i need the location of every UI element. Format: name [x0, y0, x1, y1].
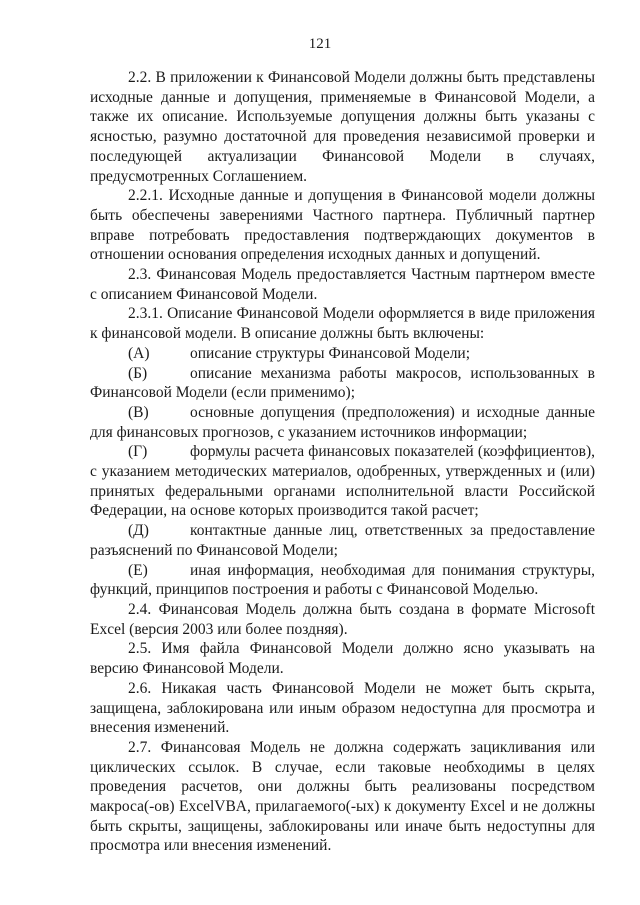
list-item-text: контактные данные лиц, ответственных за предоставление разъяснений по Финансовой Модели;	[90, 522, 595, 559]
paragraph-2-7: 2.7. Финансовая Модель не должна содержать зацикливания или циклических ссылок. В случае, если таковые необходимы в целях проведения расчетов, они должны быть реализованы посредством макроса(-ов) ExcelVBA, прилагаемого(-ых) к документу Excel и не должны быть скрыты, защищены, заблокированы или иначе быть недоступны для просмотра или внесения изменений.	[90, 738, 595, 855]
list-item-a	[90, 344, 595, 364]
paragraph-2-6: 2.6. Никакая часть Финансовой Модели не может быть скрыта, защищена, заблокирована или иным образом недоступна для просмотра и внесения изменений.	[90, 679, 595, 737]
paragraph-2-2-1: 2.2.1. Исходные данные и допущения в Финансовой модели должны быть обеспечены заверениями Частного партнера. Публичный партнер вправе потребовать предоставления подтверждающих документов в отношении основания определения исходных данных и допущений.	[90, 187, 595, 264]
list-marker: (Е)	[128, 561, 148, 579]
list-marker: (В)	[128, 403, 149, 421]
list-item-text: формулы расчета финансовых показателей (коэффициентов), с указанием методических материалов, одобренных, утвержденных и (или) принятых федеральными органами исполнительной власти Российской Федерации, на основе которых производится такой расчет;	[90, 443, 595, 520]
list-item-g	[90, 442, 595, 521]
list-marker: (Б)	[128, 364, 148, 382]
list-item-v	[90, 403, 595, 442]
list-item-text: описание механизма работы макросов, использованных в Финансовой Модели (если применимо);	[90, 364, 595, 402]
document-body	[90, 68, 595, 856]
list-marker: (А)	[128, 344, 150, 362]
paragraph-2-3-1: 2.3.1. Описание Финансовой Модели оформляется в виде приложения к финансовой модели. В описание должны быть включены:	[90, 305, 595, 343]
list-marker: (Г)	[128, 443, 148, 461]
list-item-b	[90, 364, 595, 403]
list-marker: (Д)	[128, 522, 149, 540]
page-number: 121	[308, 36, 332, 52]
list-item-text: иная информация, необходимая для понимания структуры, функций, принципов построения и работы с Финансовой Моделью.	[90, 561, 595, 599]
paragraph-2-4: 2.4. Финансовая Модель должна быть создана в формате Microsoft Excel (версия 2003 или более поздняя).	[90, 600, 595, 638]
paragraph-2-3: 2.3. Финансовая Модель предоставляется Частным партнером вместе с описанием Финансовой Модели.	[90, 266, 595, 303]
paragraph-2-2: 2.2. В приложении к Финансовой Модели должны быть представлены исходные данные и допущения, применяемые в Финансовой Модели, а также их описание. Используемые допущения должны быть указаны с ясностью, разумно достаточной для проведения независимой проверки и последующей актуализации Финансовой Модели в случаях, предусмотренных Соглашением.	[90, 69, 595, 185]
list-item-text: основные допущения (предположения) и исходные данные для финансовых прогнозов, с указанием источников информации;	[90, 403, 595, 441]
list-item-e	[90, 561, 595, 600]
paragraph-2-5: 2.5. Имя файла Финансовой Модели должно ясно указывать на версию Финансовой Модели.	[90, 640, 595, 678]
list-item-text: описание структуры Финансовой Модели;	[190, 344, 471, 362]
list-item-d	[90, 521, 595, 560]
